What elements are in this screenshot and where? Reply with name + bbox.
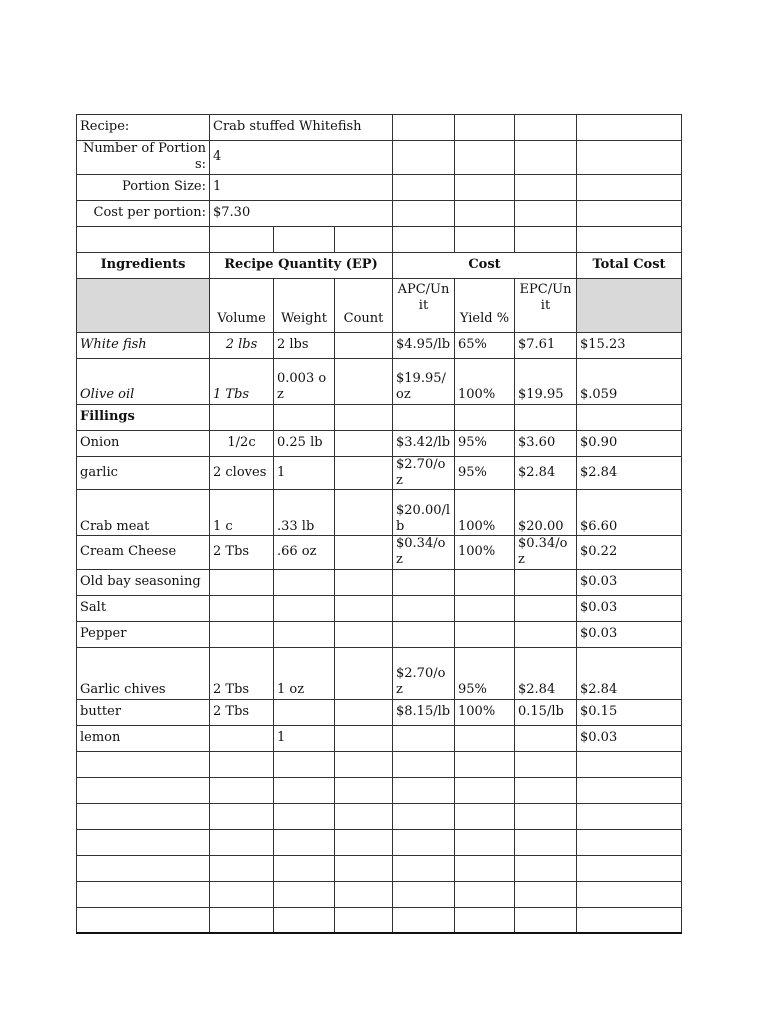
table-row — [77, 430, 682, 456]
epc-unit-cell[interactable] — [515, 907, 577, 933]
ingredient-cell[interactable]: lemon — [77, 725, 210, 751]
epc-unit-cell[interactable] — [515, 803, 577, 829]
count-cell[interactable] — [335, 569, 393, 595]
apc-unit-cell[interactable] — [393, 569, 455, 595]
table-row — [77, 699, 682, 725]
recipe-quantity-header: Recipe Quantity (EP) — [210, 252, 393, 278]
volume-cell[interactable] — [210, 881, 274, 907]
volume-cell[interactable]: 2 cloves — [210, 456, 274, 490]
epc-unit-cell[interactable] — [515, 621, 577, 647]
weight-cell[interactable]: 0.003 oz — [274, 358, 335, 404]
empty-cell — [577, 115, 682, 141]
apc-unit-cell[interactable] — [393, 803, 455, 829]
yield-header: Yield % — [455, 278, 515, 332]
weight-cell[interactable] — [274, 569, 335, 595]
recipe-value[interactable]: Crab stuffed Whitefish — [210, 115, 393, 141]
empty-cell — [577, 278, 682, 332]
total-cost-cell[interactable]: $15.23 — [577, 332, 682, 358]
volume-cell[interactable] — [210, 595, 274, 621]
portions-value[interactable]: 4 — [210, 141, 393, 175]
yield-cell[interactable]: 95% — [455, 647, 515, 699]
apc-unit-cell[interactable] — [393, 404, 455, 430]
yield-cell[interactable] — [455, 725, 515, 751]
count-cell[interactable] — [335, 358, 393, 404]
volume-cell[interactable]: 2 Tbs — [210, 536, 274, 570]
total-cost-cell[interactable]: $.059 — [577, 358, 682, 404]
volume-cell[interactable]: 1 c — [210, 490, 274, 536]
epc-unit-cell[interactable]: 0.15/lb — [515, 699, 577, 725]
ingredient-cell[interactable]: Crab meat — [77, 490, 210, 536]
yield-cell[interactable] — [455, 881, 515, 907]
count-cell[interactable] — [335, 725, 393, 751]
apc-unit-cell[interactable] — [393, 595, 455, 621]
total-cost-cell[interactable]: $6.60 — [577, 490, 682, 536]
weight-cell[interactable] — [274, 751, 335, 777]
count-cell[interactable] — [335, 404, 393, 430]
ingredient-cell[interactable] — [77, 803, 210, 829]
weight-cell[interactable]: .66 oz — [274, 536, 335, 570]
empty-row — [77, 881, 682, 907]
total-cost-header: Total Cost — [577, 252, 682, 278]
ingredient-cell[interactable]: Pepper — [77, 621, 210, 647]
yield-cell[interactable]: 100% — [455, 358, 515, 404]
total-cost-cell[interactable]: $2.84 — [577, 647, 682, 699]
count-cell[interactable] — [335, 647, 393, 699]
empty-row — [77, 907, 682, 933]
empty-row — [77, 803, 682, 829]
group-header-row — [77, 252, 682, 278]
empty-row — [77, 855, 682, 881]
empty-cell — [393, 174, 455, 200]
apc-unit-cell[interactable] — [393, 621, 455, 647]
empty-cell — [515, 115, 577, 141]
table-row — [77, 595, 682, 621]
ingredient-cell[interactable]: Olive oil — [77, 358, 210, 404]
empty-cell — [77, 278, 210, 332]
yield-cell[interactable] — [455, 855, 515, 881]
volume-cell[interactable] — [210, 907, 274, 933]
total-cost-cell[interactable]: $0.90 — [577, 430, 682, 456]
recipe-costing-table — [76, 114, 682, 934]
volume-header: Volume — [210, 278, 274, 332]
apc-unit-cell[interactable] — [393, 751, 455, 777]
volume-cell[interactable]: 2 Tbs — [210, 647, 274, 699]
volume-cell[interactable] — [210, 855, 274, 881]
ingredient-cell[interactable]: Cream Cheese — [77, 536, 210, 570]
epc-unit-cell[interactable] — [515, 725, 577, 751]
total-cost-cell[interactable]: $0.03 — [577, 595, 682, 621]
weight-cell[interactable] — [274, 595, 335, 621]
count-cell[interactable] — [335, 621, 393, 647]
total-cost-cell[interactable] — [577, 829, 682, 855]
epc-unit-cell — [515, 226, 577, 252]
weight-cell[interactable]: 1 oz — [274, 647, 335, 699]
sub-header-row — [77, 278, 682, 332]
cost-per-portion-value[interactable]: $7.30 — [210, 200, 393, 226]
count-cell[interactable] — [335, 829, 393, 855]
apc-unit-cell[interactable]: $19.95/oz — [393, 358, 455, 404]
count-cell[interactable] — [335, 332, 393, 358]
empty-cell — [577, 141, 682, 175]
volume-cell[interactable] — [210, 751, 274, 777]
portions-label: Number of Portions: — [77, 141, 210, 175]
apc-unit-cell[interactable] — [393, 855, 455, 881]
apc-unit-cell[interactable] — [393, 829, 455, 855]
yield-cell[interactable] — [455, 569, 515, 595]
empty-cell — [515, 174, 577, 200]
total-cost-cell[interactable] — [577, 777, 682, 803]
yield-cell[interactable]: 95% — [455, 430, 515, 456]
table-row — [77, 332, 682, 358]
volume-cell[interactable]: 2 Tbs — [210, 699, 274, 725]
ingredient-cell[interactable]: garlic — [77, 456, 210, 490]
weight-cell[interactable] — [274, 829, 335, 855]
yield-cell — [455, 226, 515, 252]
yield-cell[interactable]: 95% — [455, 456, 515, 490]
volume-cell[interactable] — [210, 404, 274, 430]
volume-cell[interactable]: 1 Tbs — [210, 358, 274, 404]
weight-cell[interactable] — [274, 803, 335, 829]
epc-unit-cell[interactable] — [515, 751, 577, 777]
weight-cell[interactable] — [274, 855, 335, 881]
portion-size-row — [77, 174, 682, 200]
total-cost-cell[interactable]: $2.84 — [577, 456, 682, 490]
count-header: Count — [335, 278, 393, 332]
empty-cell — [455, 115, 515, 141]
table-row — [77, 404, 682, 430]
count-cell[interactable] — [335, 881, 393, 907]
cost-per-portion-row — [77, 200, 682, 226]
ingredient-cell — [77, 226, 210, 252]
apc-unit-cell[interactable]: $20.00/lb — [393, 490, 455, 536]
empty-cell — [455, 200, 515, 226]
yield-cell[interactable]: 100% — [455, 536, 515, 570]
empty-cell — [577, 200, 682, 226]
table-row — [77, 647, 682, 699]
yield-cell[interactable]: 100% — [455, 490, 515, 536]
total-cost-cell[interactable]: $0.03 — [577, 569, 682, 595]
apc-unit-cell[interactable]: $8.15/lb — [393, 699, 455, 725]
count-cell[interactable] — [335, 536, 393, 570]
count-cell[interactable] — [335, 777, 393, 803]
volume-cell[interactable] — [210, 725, 274, 751]
weight-cell[interactable] — [274, 404, 335, 430]
apc-unit-cell — [393, 226, 455, 252]
yield-cell[interactable]: 65% — [455, 332, 515, 358]
ingredient-cell[interactable] — [77, 855, 210, 881]
portion-size-value[interactable]: 1 — [210, 174, 393, 200]
count-cell[interactable] — [335, 595, 393, 621]
ingredient-cell[interactable]: Old bay seasoning — [77, 569, 210, 595]
apc-unit-cell[interactable]: $0.34/oz — [393, 536, 455, 570]
epc-unit-cell[interactable]: $2.84 — [515, 456, 577, 490]
ingredient-cell[interactable]: Onion — [77, 430, 210, 456]
total-cost-cell[interactable] — [577, 751, 682, 777]
empty-row — [77, 829, 682, 855]
apc-unit-cell[interactable]: $2.70/oz — [393, 647, 455, 699]
yield-cell[interactable] — [455, 907, 515, 933]
count-cell[interactable] — [335, 456, 393, 490]
portions-row — [77, 141, 682, 175]
epc-unit-cell[interactable] — [515, 404, 577, 430]
volume-cell[interactable] — [210, 569, 274, 595]
yield-cell[interactable] — [455, 829, 515, 855]
weight-cell[interactable] — [274, 907, 335, 933]
epc-unit-cell[interactable]: $2.84 — [515, 647, 577, 699]
ingredient-cell[interactable] — [77, 881, 210, 907]
yield-cell[interactable] — [455, 751, 515, 777]
weight-cell[interactable] — [274, 699, 335, 725]
total-cost-cell[interactable]: $0.22 — [577, 536, 682, 570]
count-cell[interactable] — [335, 855, 393, 881]
apc-unit-header: APC/Unit — [393, 278, 455, 332]
weight-cell[interactable] — [274, 777, 335, 803]
total-cost-cell — [577, 226, 682, 252]
yield-cell[interactable] — [455, 803, 515, 829]
ingredient-cell[interactable]: butter — [77, 699, 210, 725]
weight-header: Weight — [274, 278, 335, 332]
volume-cell — [210, 226, 274, 252]
weight-cell[interactable]: 0.25 lb — [274, 430, 335, 456]
empty-cell — [455, 141, 515, 175]
epc-unit-cell[interactable] — [515, 829, 577, 855]
cost-header: Cost — [393, 252, 577, 278]
table-row — [77, 456, 682, 490]
volume-cell[interactable] — [210, 777, 274, 803]
weight-cell[interactable]: 2 lbs — [274, 332, 335, 358]
ingredient-cell[interactable] — [77, 829, 210, 855]
ingredient-cell[interactable]: White fish — [77, 332, 210, 358]
yield-cell[interactable] — [455, 621, 515, 647]
count-cell[interactable] — [335, 490, 393, 536]
yield-cell[interactable] — [455, 404, 515, 430]
table-row — [77, 725, 682, 751]
table-row — [77, 490, 682, 536]
count-cell[interactable] — [335, 430, 393, 456]
apc-unit-cell[interactable] — [393, 907, 455, 933]
total-cost-cell[interactable] — [577, 907, 682, 933]
volume-cell[interactable] — [210, 829, 274, 855]
epc-unit-cell[interactable] — [515, 855, 577, 881]
recipe-label: Recipe: — [77, 115, 210, 141]
empty-cell — [515, 200, 577, 226]
apc-unit-cell[interactable] — [393, 881, 455, 907]
weight-cell[interactable]: .33 lb — [274, 490, 335, 536]
table-row — [77, 621, 682, 647]
weight-cell — [274, 226, 335, 252]
total-cost-cell[interactable]: $0.15 — [577, 699, 682, 725]
volume-cell[interactable]: 2 lbs — [210, 332, 274, 358]
ingredients-header: Ingredients — [77, 252, 210, 278]
epc-unit-cell[interactable]: $3.60 — [515, 430, 577, 456]
total-cost-cell[interactable] — [577, 881, 682, 907]
empty-row — [77, 777, 682, 803]
apc-unit-cell[interactable] — [393, 725, 455, 751]
epc-unit-cell[interactable]: $20.00 — [515, 490, 577, 536]
total-cost-cell[interactable] — [577, 404, 682, 430]
total-cost-cell[interactable] — [577, 803, 682, 829]
ingredient-cell[interactable]: Garlic chives — [77, 647, 210, 699]
epc-unit-cell[interactable] — [515, 595, 577, 621]
weight-cell[interactable] — [274, 621, 335, 647]
table-row — [77, 536, 682, 570]
recipe-row — [77, 115, 682, 141]
epc-unit-header: EPC/Unit — [515, 278, 577, 332]
empty-cell — [393, 200, 455, 226]
weight-cell[interactable]: 1 — [274, 725, 335, 751]
portion-size-label: Portion Size: — [77, 174, 210, 200]
empty-cell — [393, 141, 455, 175]
count-cell[interactable] — [335, 803, 393, 829]
total-cost-cell[interactable]: $0.03 — [577, 725, 682, 751]
ingredient-cell[interactable] — [77, 777, 210, 803]
yield-cell[interactable] — [455, 777, 515, 803]
volume-cell[interactable] — [210, 803, 274, 829]
yield-cell[interactable]: 100% — [455, 699, 515, 725]
count-cell[interactable] — [335, 907, 393, 933]
epc-unit-cell[interactable]: $0.34/oz — [515, 536, 577, 570]
empty-cell — [577, 174, 682, 200]
empty-cell — [455, 174, 515, 200]
yield-cell[interactable] — [455, 595, 515, 621]
weight-cell[interactable] — [274, 881, 335, 907]
apc-unit-cell[interactable]: $2.70/oz — [393, 456, 455, 490]
fillings-section-label: Fillings — [77, 404, 210, 430]
count-cell[interactable] — [335, 699, 393, 725]
table-row — [77, 358, 682, 404]
ingredient-cell[interactable] — [77, 907, 210, 933]
ingredient-cell[interactable]: Salt — [77, 595, 210, 621]
apc-unit-cell[interactable]: $4.95/lb — [393, 332, 455, 358]
apc-unit-cell[interactable]: $3.42/lb — [393, 430, 455, 456]
cost-per-portion-label: Cost per portion: — [77, 200, 210, 226]
total-cost-cell[interactable] — [577, 855, 682, 881]
total-cost-cell[interactable]: $0.03 — [577, 621, 682, 647]
epc-unit-cell[interactable] — [515, 881, 577, 907]
empty-cell — [393, 115, 455, 141]
weight-cell[interactable]: 1 — [274, 456, 335, 490]
empty-cell — [515, 141, 577, 175]
count-cell[interactable] — [335, 751, 393, 777]
count-cell — [335, 226, 393, 252]
empty-row — [77, 751, 682, 777]
volume-cell[interactable]: 1/2c — [210, 430, 274, 456]
epc-unit-cell[interactable] — [515, 569, 577, 595]
ingredient-cell[interactable] — [77, 751, 210, 777]
apc-unit-cell[interactable] — [393, 777, 455, 803]
spacer-row — [77, 226, 682, 252]
epc-unit-cell[interactable] — [515, 777, 577, 803]
epc-unit-cell[interactable]: $7.61 — [515, 332, 577, 358]
volume-cell[interactable] — [210, 621, 274, 647]
table-row — [77, 569, 682, 595]
epc-unit-cell[interactable]: $19.95 — [515, 358, 577, 404]
